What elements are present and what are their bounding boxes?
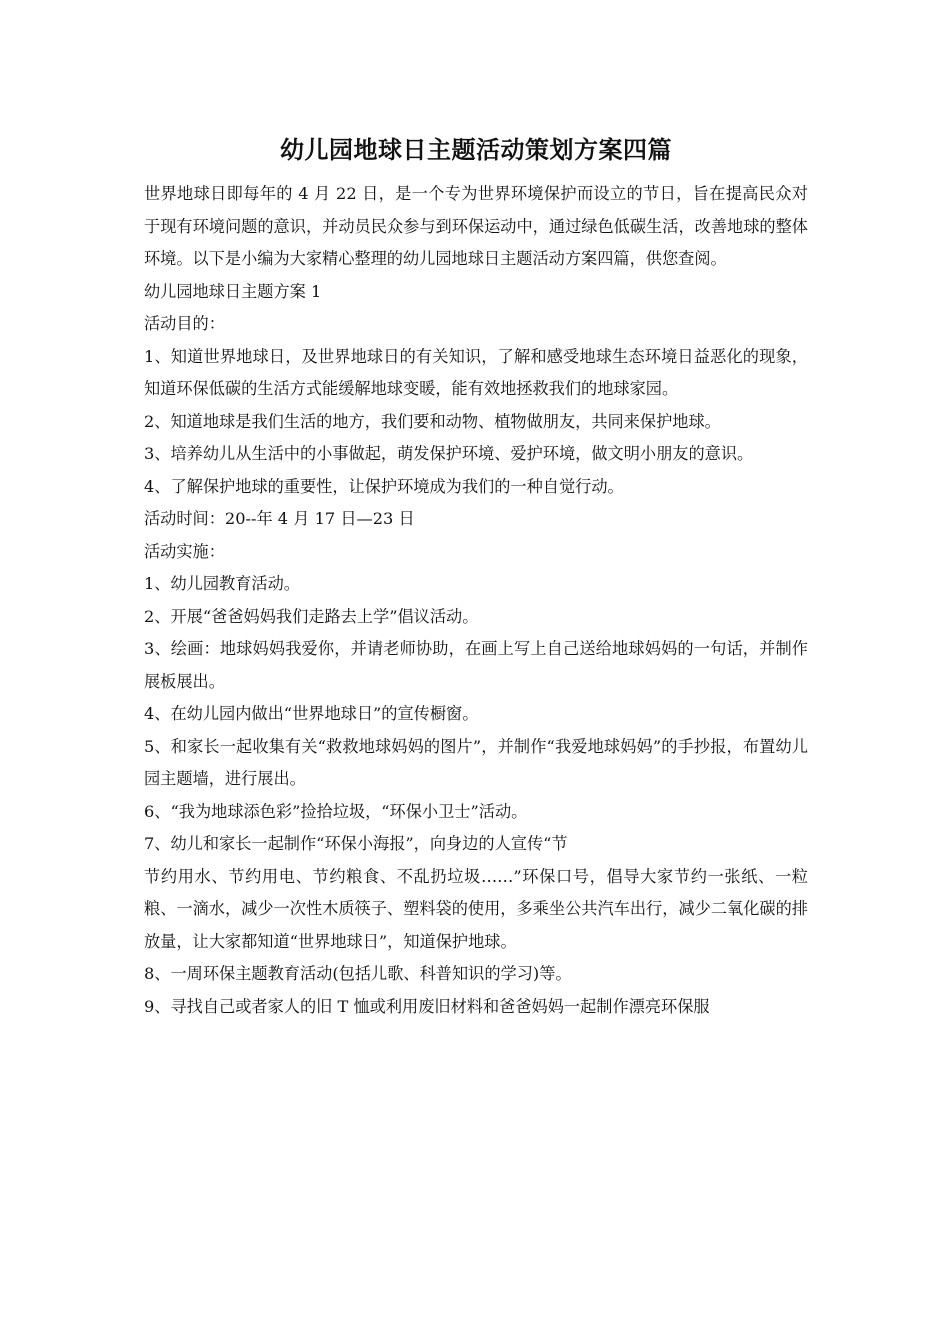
implementation-item-1: 1、幼儿园教育活动。 — [144, 574, 300, 593]
section-heading-goals: 活动目的： — [144, 314, 225, 333]
goal-item-3: 3、培养幼儿从生活中的小事做起，萌发保护环境、爱护环境，做文明小朋友的意识。 — [144, 444, 754, 463]
goal-item-2: 2、知道地球是我们生活的地方，我们要和动物、植物做朋友，共同来保护地球。 — [144, 411, 721, 431]
implementation-item-6: 6、“我为地球添色彩”捡拾垃圾，“环保小卫士”活动。 — [144, 801, 528, 821]
implementation-item-5: 5、和家长一起收集有关“救救地球妈妈的图片”，并制作“我爱地球妈妈”的手抄报，布置幼儿园主题墙，进行展出。 — [144, 736, 808, 788]
plan-heading: 幼儿园地球日主题方案 1 — [144, 281, 322, 301]
implementation-item-8: 8、一周环保主题教育活动(包括儿歌、科普知识的学习)等。 — [144, 964, 572, 983]
activity-time: 活动时间：20--年 4 月 17 日—23 日 — [144, 509, 415, 528]
implementation-item-9: 9、寻找自己或者家人的旧 T 恤或利用废旧材料和爸爸妈妈一起制作漂亮环保服 — [144, 996, 710, 1016]
section-heading-implementation: 活动实施： — [144, 541, 225, 561]
implementation-item-2: 2、开展“爸爸妈妈我们走路去上学”倡议活动。 — [144, 606, 479, 626]
intro-paragraph: 世界地球日即每年的 4 月 22 日，是一个专为世界环境保护而设立的节日，旨在提高民众对于现有环境问题的意识，并动员民众参与到环保运动中，通过绿色低碳生活，改善地球的整体环境。以下是小编为大家精心整理的幼儿园地球日主题活动方案四篇，供您查阅。 — [144, 184, 808, 268]
document-page — [144, 128, 808, 1023]
implementation-item-3: 3、绘画：地球妈妈我爱你，并请老师协助，在画上写上自己送给地球妈妈的一句话，并制作展板展出。 — [144, 639, 808, 691]
implementation-item-4: 4、在幼儿园内做出“世界地球日”的宣传橱窗。 — [144, 704, 479, 723]
implementation-item-7-continued: 节约用水、节约用电、节约粮食、不乱扔垃圾……”环保口号，倡导大家节约一张纸、一粒粮、一滴水，减少一次性木质筷子、塑料袋的使用，多乘坐公共汽车出行，减少二氧化碳的排放量，让大家都知道“世界地球日”，知道保护地球。 — [144, 866, 808, 951]
document-title: 幼儿园地球日主题活动策划方案四篇 — [280, 135, 672, 164]
goal-item-4: 4、了解保护地球的重要性，让保护环境成为我们的一种自觉行动。 — [144, 476, 624, 496]
implementation-item-7: 7、幼儿和家长一起制作“环保小海报”，向身边的人宣传“节 — [144, 834, 568, 853]
goal-item-1: 1、知道世界地球日，及世界地球日的有关知识，了解和感受地球生态环境日益恶化的现象，知道环保低碳的生活方式能缓解地球变暖，能有效地拯救我们的地球家园。 — [144, 346, 808, 398]
